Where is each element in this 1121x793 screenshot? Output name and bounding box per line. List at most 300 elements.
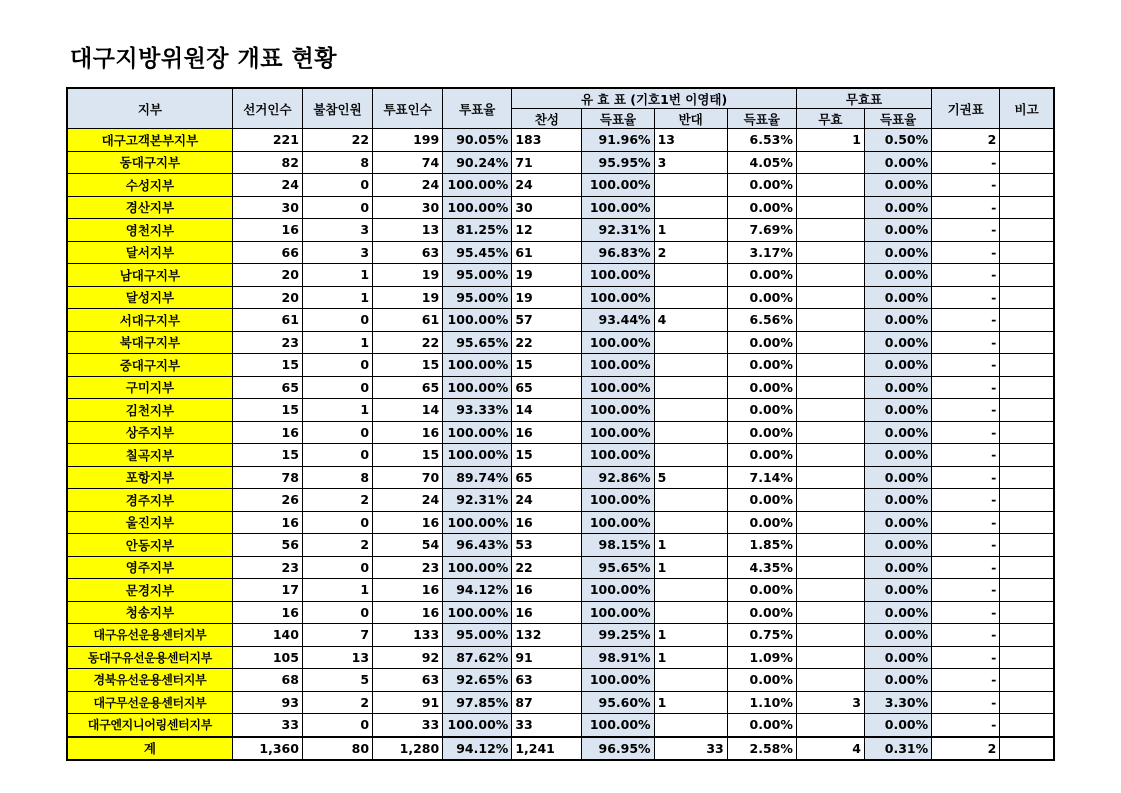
oppose-cell: 1 (654, 646, 727, 669)
approve-cell: 61 (512, 241, 582, 264)
voters-cell: 140 (232, 624, 302, 647)
oppose-cell: 1 (654, 534, 727, 557)
oppose-rate-cell: 7.69% (727, 219, 796, 242)
approve-rate-cell: 100.00% (582, 174, 654, 197)
note-cell (1000, 174, 1054, 197)
oppose-cell (654, 511, 727, 534)
oppose-cell (654, 421, 727, 444)
approve-rate-cell: 100.00% (582, 714, 654, 737)
invalid-cell (796, 579, 864, 602)
invalid-rate-cell: 0.00% (865, 399, 932, 422)
approve-cell: 16 (512, 421, 582, 444)
oppose-cell (654, 196, 727, 219)
absent-cell: 5 (302, 669, 372, 692)
approve-cell: 22 (512, 331, 582, 354)
invalid-rate-cell: 0.00% (865, 151, 932, 174)
oppose-cell (654, 174, 727, 197)
approve-cell: 24 (512, 174, 582, 197)
voted-cell: 54 (373, 534, 443, 557)
note-cell (1000, 601, 1054, 624)
table-row (67, 309, 1054, 332)
abstain-cell: - (932, 174, 1000, 197)
invalid-cell (796, 219, 864, 242)
table-row (67, 241, 1054, 264)
oppose-rate-cell: 3.17% (727, 241, 796, 264)
oppose-rate-cell: 0.00% (727, 579, 796, 602)
turnout-cell: 96.43% (443, 534, 512, 557)
absent-cell: 0 (302, 174, 372, 197)
abstain-cell: - (932, 219, 1000, 242)
branch-cell: 영천지부 (67, 219, 232, 242)
oppose-rate-cell: 0.00% (727, 174, 796, 197)
approve-rate-cell: 100.00% (582, 511, 654, 534)
turnout-cell: 95.00% (443, 264, 512, 287)
approve-rate-cell: 100.00% (582, 376, 654, 399)
header-voters: 선거인수 (232, 88, 302, 129)
voted-cell: 133 (373, 624, 443, 647)
invalid-cell (796, 331, 864, 354)
approve-rate-cell: 91.96% (582, 129, 654, 152)
voted-cell: 92 (373, 646, 443, 669)
invalid-cell (796, 624, 864, 647)
oppose-rate-cell: 1.85% (727, 534, 796, 557)
oppose-rate-cell: 4.35% (727, 556, 796, 579)
branch-cell: 문경지부 (67, 579, 232, 602)
oppose-cell (654, 286, 727, 309)
absent-cell: 1 (302, 579, 372, 602)
table-header (67, 88, 1054, 129)
turnout-cell: 100.00% (443, 714, 512, 737)
invalid-rate-cell: 0.00% (865, 511, 932, 534)
invalid-cell (796, 646, 864, 669)
voters-cell: 93 (232, 691, 302, 714)
branch-cell: 영주지부 (67, 556, 232, 579)
approve-cell: 183 (512, 129, 582, 152)
note-cell (1000, 579, 1054, 602)
approve-rate-cell: 100.00% (582, 444, 654, 467)
table-row (67, 264, 1054, 287)
turnout-cell: 100.00% (443, 174, 512, 197)
note-cell (1000, 129, 1054, 152)
voters-cell: 105 (232, 646, 302, 669)
voted-cell: 15 (373, 444, 443, 467)
absent-cell: 2 (302, 489, 372, 512)
approve-rate-cell: 93.44% (582, 309, 654, 332)
approve-cell: 15 (512, 444, 582, 467)
voted-cell: 65 (373, 376, 443, 399)
header-invalid-rate: 득표율 (865, 109, 932, 129)
invalid-rate-cell: 0.00% (865, 286, 932, 309)
approve-rate-cell: 99.25% (582, 624, 654, 647)
voted-cell: 199 (373, 129, 443, 152)
oppose-rate-cell: 0.00% (727, 489, 796, 512)
branch-cell: 대구유선운용센터지부 (67, 624, 232, 647)
turnout-cell: 93.33% (443, 399, 512, 422)
abstain-cell: - (932, 466, 1000, 489)
invalid-cell (796, 174, 864, 197)
turnout-cell: 100.00% (443, 196, 512, 219)
abstain-cell: - (932, 286, 1000, 309)
abstain-cell: - (932, 151, 1000, 174)
turnout-cell: 90.24% (443, 151, 512, 174)
voters-cell: 68 (232, 669, 302, 692)
abstain-cell: - (932, 241, 1000, 264)
header-note: 비고 (1000, 88, 1054, 129)
table-row (67, 151, 1054, 174)
turnout-cell: 92.65% (443, 669, 512, 692)
note-cell (1000, 646, 1054, 669)
table-row (67, 354, 1054, 377)
invalid-cell: 4 (796, 737, 864, 761)
oppose-rate-cell: 0.00% (727, 444, 796, 467)
turnout-cell: 95.00% (443, 286, 512, 309)
branch-cell: 북대구지부 (67, 331, 232, 354)
branch-cell: 경주지부 (67, 489, 232, 512)
voters-cell: 66 (232, 241, 302, 264)
approve-cell: 132 (512, 624, 582, 647)
invalid-cell: 3 (796, 691, 864, 714)
invalid-rate-cell: 0.00% (865, 219, 932, 242)
approve-cell: 30 (512, 196, 582, 219)
voters-cell: 65 (232, 376, 302, 399)
abstain-cell: - (932, 511, 1000, 534)
note-cell (1000, 151, 1054, 174)
oppose-cell: 2 (654, 241, 727, 264)
turnout-cell: 100.00% (443, 309, 512, 332)
table-row (67, 466, 1054, 489)
invalid-rate-cell: 0.50% (865, 129, 932, 152)
invalid-cell (796, 309, 864, 332)
voters-cell: 23 (232, 556, 302, 579)
approve-cell: 14 (512, 399, 582, 422)
voted-cell: 24 (373, 174, 443, 197)
invalid-rate-cell: 0.00% (865, 421, 932, 444)
table-row (67, 219, 1054, 242)
invalid-rate-cell: 0.00% (865, 646, 932, 669)
branch-cell: 대구무선운용센터지부 (67, 691, 232, 714)
note-cell (1000, 444, 1054, 467)
approve-rate-cell: 100.00% (582, 421, 654, 444)
approve-rate-cell: 100.00% (582, 489, 654, 512)
approve-cell: 12 (512, 219, 582, 242)
note-cell (1000, 737, 1054, 761)
voted-cell: 63 (373, 241, 443, 264)
oppose-cell: 1 (654, 624, 727, 647)
header-turnout: 투표율 (443, 88, 512, 129)
abstain-cell: - (932, 601, 1000, 624)
oppose-cell: 1 (654, 691, 727, 714)
branch-cell: 구미지부 (67, 376, 232, 399)
invalid-rate-cell: 0.00% (865, 174, 932, 197)
voters-cell: 15 (232, 444, 302, 467)
oppose-cell (654, 444, 727, 467)
table-row (67, 444, 1054, 467)
approve-rate-cell: 95.60% (582, 691, 654, 714)
invalid-rate-cell: 0.00% (865, 601, 932, 624)
branch-cell: 동대구지부 (67, 151, 232, 174)
note-cell (1000, 354, 1054, 377)
oppose-rate-cell: 1.10% (727, 691, 796, 714)
note-cell (1000, 331, 1054, 354)
invalid-cell (796, 399, 864, 422)
table-row (67, 376, 1054, 399)
voted-cell: 19 (373, 264, 443, 287)
branch-cell: 달성지부 (67, 286, 232, 309)
approve-rate-cell: 100.00% (582, 601, 654, 624)
header-invalid-group: 무효표 (796, 88, 931, 109)
branch-cell: 서대구지부 (67, 309, 232, 332)
abstain-cell: - (932, 534, 1000, 557)
approve-cell: 71 (512, 151, 582, 174)
voters-cell: 26 (232, 489, 302, 512)
note-cell (1000, 421, 1054, 444)
absent-cell: 8 (302, 466, 372, 489)
table-row (67, 669, 1054, 692)
voters-cell: 1,360 (232, 737, 302, 761)
invalid-cell (796, 601, 864, 624)
note-cell (1000, 511, 1054, 534)
approve-rate-cell: 100.00% (582, 669, 654, 692)
abstain-cell: - (932, 556, 1000, 579)
invalid-rate-cell: 3.30% (865, 691, 932, 714)
oppose-cell: 4 (654, 309, 727, 332)
invalid-cell (796, 196, 864, 219)
absent-cell: 0 (302, 421, 372, 444)
turnout-cell: 100.00% (443, 511, 512, 534)
turnout-cell: 94.12% (443, 579, 512, 602)
turnout-cell: 90.05% (443, 129, 512, 152)
abstain-cell: - (932, 399, 1000, 422)
voted-cell: 74 (373, 151, 443, 174)
note-cell (1000, 714, 1054, 737)
page-title: 대구지방위원장 개표 현황 (70, 46, 337, 72)
invalid-rate-cell: 0.00% (865, 579, 932, 602)
branch-cell: 청송지부 (67, 601, 232, 624)
approve-rate-cell: 100.00% (582, 196, 654, 219)
branch-cell: 경산지부 (67, 196, 232, 219)
oppose-rate-cell: 0.00% (727, 354, 796, 377)
oppose-rate-cell: 4.05% (727, 151, 796, 174)
table-row (67, 331, 1054, 354)
table-row (67, 624, 1054, 647)
invalid-rate-cell: 0.00% (865, 444, 932, 467)
turnout-cell: 97.85% (443, 691, 512, 714)
voted-cell: 63 (373, 669, 443, 692)
turnout-cell: 100.00% (443, 444, 512, 467)
turnout-cell: 95.45% (443, 241, 512, 264)
note-cell (1000, 466, 1054, 489)
oppose-rate-cell: 0.75% (727, 624, 796, 647)
abstain-cell: - (932, 579, 1000, 602)
approve-rate-cell: 98.15% (582, 534, 654, 557)
voted-cell: 1,280 (373, 737, 443, 761)
invalid-rate-cell: 0.00% (865, 264, 932, 287)
absent-cell: 1 (302, 264, 372, 287)
invalid-cell (796, 444, 864, 467)
oppose-cell (654, 354, 727, 377)
oppose-cell: 13 (654, 129, 727, 152)
approve-rate-cell: 96.95% (582, 737, 654, 761)
branch-cell: 수성지부 (67, 174, 232, 197)
approve-rate-cell: 92.31% (582, 219, 654, 242)
note-cell (1000, 264, 1054, 287)
header-absent: 불참인원 (302, 88, 372, 129)
voted-cell: 16 (373, 421, 443, 444)
invalid-cell (796, 489, 864, 512)
voted-cell: 16 (373, 511, 443, 534)
approve-cell: 16 (512, 579, 582, 602)
turnout-cell: 92.31% (443, 489, 512, 512)
voters-cell: 24 (232, 174, 302, 197)
oppose-rate-cell: 0.00% (727, 196, 796, 219)
note-cell (1000, 219, 1054, 242)
approve-cell: 19 (512, 264, 582, 287)
table-row (67, 196, 1054, 219)
header-voted: 투표인수 (373, 88, 443, 129)
voted-cell: 30 (373, 196, 443, 219)
oppose-cell (654, 714, 727, 737)
note-cell (1000, 376, 1054, 399)
abstain-cell: - (932, 421, 1000, 444)
table-row (67, 399, 1054, 422)
oppose-rate-cell: 0.00% (727, 286, 796, 309)
turnout-cell: 81.25% (443, 219, 512, 242)
turnout-cell: 95.65% (443, 331, 512, 354)
absent-cell: 2 (302, 534, 372, 557)
note-cell (1000, 624, 1054, 647)
invalid-rate-cell: 0.00% (865, 489, 932, 512)
oppose-rate-cell: 0.00% (727, 714, 796, 737)
approve-rate-cell: 100.00% (582, 264, 654, 287)
voters-cell: 15 (232, 399, 302, 422)
absent-cell: 22 (302, 129, 372, 152)
approve-rate-cell: 96.83% (582, 241, 654, 264)
voters-cell: 20 (232, 264, 302, 287)
header-oppose-rate: 득표율 (727, 109, 796, 129)
turnout-cell: 100.00% (443, 556, 512, 579)
oppose-cell: 33 (654, 737, 727, 761)
turnout-cell: 89.74% (443, 466, 512, 489)
abstain-cell: - (932, 669, 1000, 692)
invalid-cell (796, 354, 864, 377)
voted-cell: 61 (373, 309, 443, 332)
approve-cell: 91 (512, 646, 582, 669)
invalid-cell (796, 264, 864, 287)
approve-rate-cell: 100.00% (582, 286, 654, 309)
voters-cell: 16 (232, 219, 302, 242)
note-cell (1000, 196, 1054, 219)
abstain-cell: - (932, 309, 1000, 332)
invalid-cell (796, 241, 864, 264)
turnout-cell: 100.00% (443, 376, 512, 399)
abstain-cell: - (932, 196, 1000, 219)
branch-cell: 중대구지부 (67, 354, 232, 377)
invalid-rate-cell: 0.00% (865, 196, 932, 219)
absent-cell: 13 (302, 646, 372, 669)
table-row (67, 174, 1054, 197)
note-cell (1000, 669, 1054, 692)
oppose-rate-cell: 6.56% (727, 309, 796, 332)
note-cell (1000, 691, 1054, 714)
oppose-rate-cell: 0.00% (727, 376, 796, 399)
abstain-cell: 2 (932, 737, 1000, 761)
oppose-rate-cell: 0.00% (727, 511, 796, 534)
voted-cell: 23 (373, 556, 443, 579)
oppose-rate-cell: 0.00% (727, 601, 796, 624)
abstain-cell: - (932, 646, 1000, 669)
branch-cell: 남대구지부 (67, 264, 232, 287)
table-row (67, 556, 1054, 579)
abstain-cell: - (932, 331, 1000, 354)
turnout-cell: 95.00% (443, 624, 512, 647)
approve-cell: 57 (512, 309, 582, 332)
voted-cell: 16 (373, 579, 443, 602)
absent-cell: 0 (302, 354, 372, 377)
invalid-rate-cell: 0.00% (865, 714, 932, 737)
oppose-rate-cell: 2.58% (727, 737, 796, 761)
invalid-cell (796, 556, 864, 579)
invalid-cell: 1 (796, 129, 864, 152)
table-row (67, 129, 1054, 152)
turnout-cell: 94.12% (443, 737, 512, 761)
approve-rate-cell: 100.00% (582, 579, 654, 602)
approve-cell: 16 (512, 511, 582, 534)
voters-cell: 16 (232, 601, 302, 624)
voted-cell: 22 (373, 331, 443, 354)
voted-cell: 14 (373, 399, 443, 422)
note-cell (1000, 489, 1054, 512)
approve-cell: 63 (512, 669, 582, 692)
voted-cell: 16 (373, 601, 443, 624)
approve-cell: 16 (512, 601, 582, 624)
abstain-cell: - (932, 354, 1000, 377)
approve-cell: 65 (512, 376, 582, 399)
absent-cell: 2 (302, 691, 372, 714)
oppose-rate-cell: 0.00% (727, 669, 796, 692)
header-valid-group: 유 효 표 (기호1번 이영태) (512, 88, 797, 109)
absent-cell: 8 (302, 151, 372, 174)
absent-cell: 0 (302, 511, 372, 534)
header-oppose: 반대 (654, 109, 727, 129)
voters-cell: 30 (232, 196, 302, 219)
invalid-rate-cell: 0.00% (865, 466, 932, 489)
header-approve-rate: 득표율 (582, 109, 654, 129)
voted-cell: 13 (373, 219, 443, 242)
table-row (67, 489, 1054, 512)
branch-cell: 칠곡지부 (67, 444, 232, 467)
invalid-cell (796, 534, 864, 557)
invalid-cell (796, 511, 864, 534)
note-cell (1000, 399, 1054, 422)
oppose-rate-cell: 0.00% (727, 421, 796, 444)
voters-cell: 20 (232, 286, 302, 309)
voters-cell: 33 (232, 714, 302, 737)
oppose-cell (654, 601, 727, 624)
abstain-cell: 2 (932, 129, 1000, 152)
approve-rate-cell: 98.91% (582, 646, 654, 669)
absent-cell: 3 (302, 241, 372, 264)
approve-cell: 19 (512, 286, 582, 309)
approve-cell: 53 (512, 534, 582, 557)
absent-cell: 1 (302, 399, 372, 422)
invalid-rate-cell: 0.00% (865, 624, 932, 647)
invalid-cell (796, 669, 864, 692)
absent-cell: 0 (302, 556, 372, 579)
oppose-rate-cell: 0.00% (727, 399, 796, 422)
note-cell (1000, 286, 1054, 309)
voted-cell: 70 (373, 466, 443, 489)
header-invalid: 무효 (796, 109, 864, 129)
